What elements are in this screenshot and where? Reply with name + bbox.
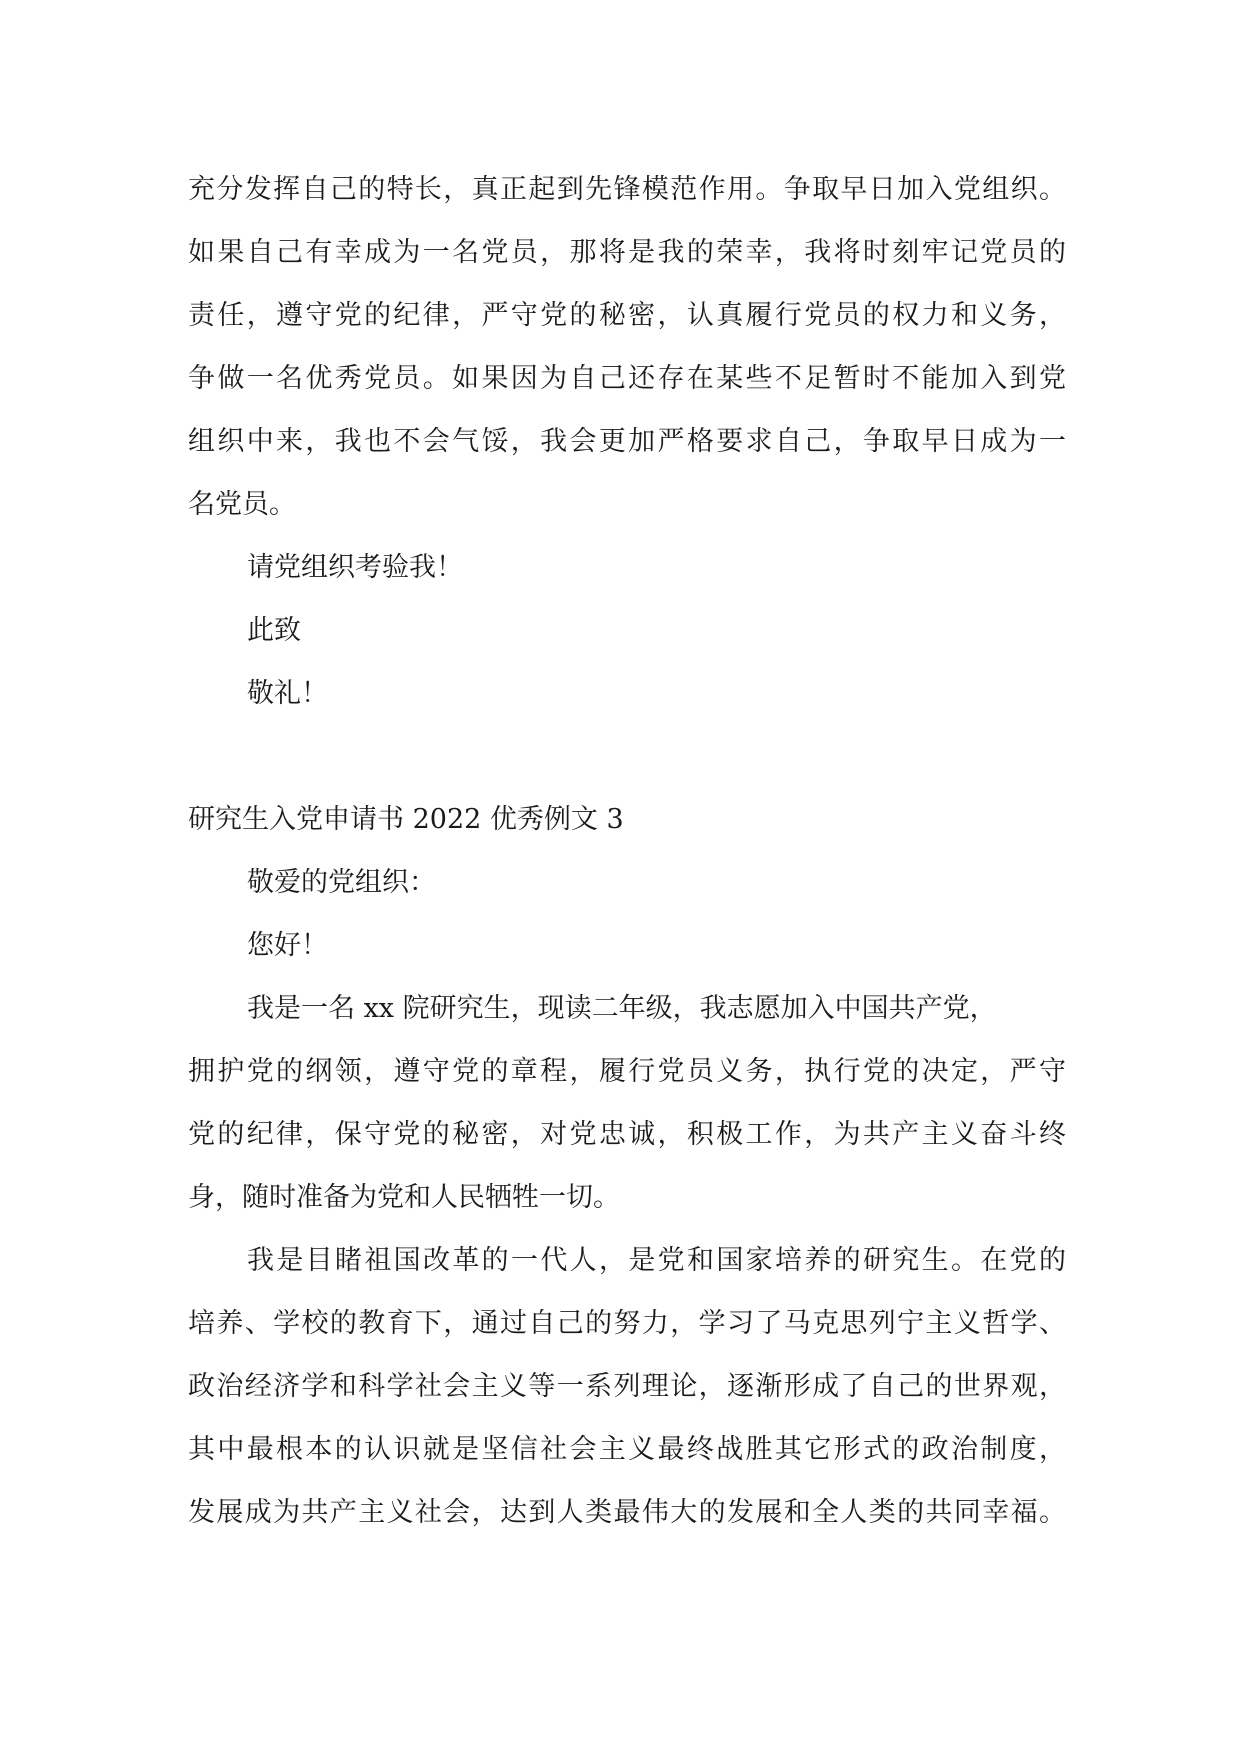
closing-salutation: 此致: [247, 615, 301, 646]
paragraph-line: 培养、学校的教育下，通过自己的努力，学习了马克思列宁主义哲学、: [188, 1308, 1066, 1339]
section-gap: [188, 725, 1066, 788]
continued-paragraph: [188, 158, 1066, 536]
letter-greeting: 敬爱的党组织：: [247, 867, 436, 898]
closing-request: 请党组织考验我！: [247, 552, 463, 583]
paragraph-line: 拥护党的纲领，遵守党的章程，履行党员义务，执行党的决定，严守: [188, 1056, 1066, 1087]
paragraph-2: [188, 1229, 1066, 1544]
paragraph-line: 名党员。: [188, 489, 296, 520]
paragraph-line: 责任，遵守党的纪律，严守党的秘密，认真履行党员的权力和义务，: [188, 300, 1066, 331]
document-content: [188, 158, 1066, 1544]
paragraph-line: 如果自己有幸成为一名党员，那将是我的荣幸，我将时刻牢记党员的: [188, 237, 1066, 268]
section-title: 研究生入党申请书 2022 优秀例文 3: [188, 804, 624, 835]
paragraph-1: [188, 977, 1066, 1229]
paragraph-line: 其中最根本的认识就是坚信社会主义最终战胜其它形式的政治制度，: [188, 1434, 1066, 1465]
paragraph-line: 我是目睹祖国改革的一代人，是党和国家培养的研究生。在党的: [247, 1245, 1066, 1276]
paragraph-line: 充分发挥自己的特长，真正起到先锋模范作用。争取早日加入党组织。: [188, 174, 1066, 205]
paragraph-line: 身，随时准备为党和人民牺牲一切。: [188, 1182, 620, 1213]
closing-regards: 敬礼！: [247, 678, 328, 709]
paragraph-line: 政治经济学和科学社会主义等一系列理论，逐渐形成了自己的世界观，: [188, 1371, 1066, 1402]
paragraph-line: 组织中来，我也不会气馁，我会更加严格要求自己，争取早日成为一: [188, 426, 1066, 457]
paragraph-line: 争做一名优秀党员。如果因为自己还存在某些不足暂时不能加入到党: [188, 363, 1066, 394]
paragraph-line: 发展成为共产主义社会，达到人类最伟大的发展和全人类的共同幸福。: [188, 1497, 1066, 1528]
paragraph-line: 党的纪律，保守党的秘密，对党忠诚，积极工作，为共产主义奋斗终: [188, 1119, 1066, 1150]
paragraph-line: 我是一名 xx 院研究生，现读二年级，我志愿加入中国共产党，: [247, 993, 997, 1024]
letter-hello: 您好！: [247, 930, 328, 961]
